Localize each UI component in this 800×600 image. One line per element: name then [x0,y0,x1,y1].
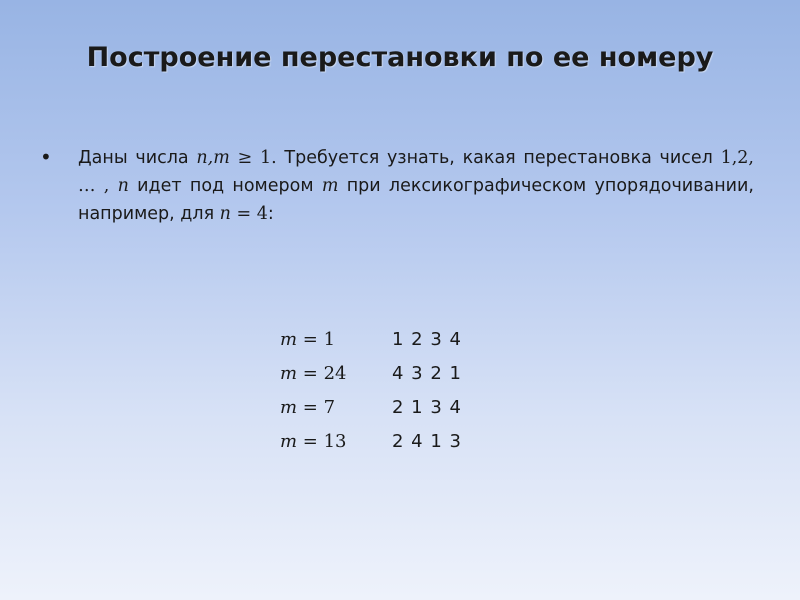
example-permutation: 2 4 1 3 [392,430,462,452]
text-segment: Требуется узнать, какая перестановка чисел [276,148,721,168]
math-n: n [109,176,129,196]
example-permutation: 1 2 3 4 [392,328,462,350]
example-equation: m = 1 [280,328,336,350]
math-m: m [321,176,339,196]
math-n: n [219,204,231,224]
example-equation: m = 13 [280,430,347,452]
text-segment: : [267,204,274,224]
text-segment: при лексикографическом упорядочивании, например, для [78,176,754,224]
example-permutation: 2 1 3 4 [392,396,462,418]
example-row [280,322,462,356]
example-row [280,390,462,424]
text-segment: идет под номером [137,176,322,196]
example-row [280,356,462,390]
slide-title: Построение перестановки по ее номеру [86,42,714,73]
bullet-item [40,144,754,228]
example-permutation: 4 3 2 1 [392,362,462,384]
text-segment: Даны числа [78,148,197,168]
examples-table [280,322,462,458]
problem-statement [78,144,754,228]
example-equation: m = 24 [280,362,347,384]
math-geq-one: ≥ 1. [229,148,277,168]
example-equation: m = 7 [280,396,336,418]
math-sequence: 1,2, … , [78,148,754,196]
example-row [280,424,462,458]
bullet-dot-icon: • [40,145,52,169]
math-n-m: n,m [196,148,230,168]
math-eq-four: = 4 [230,204,268,224]
